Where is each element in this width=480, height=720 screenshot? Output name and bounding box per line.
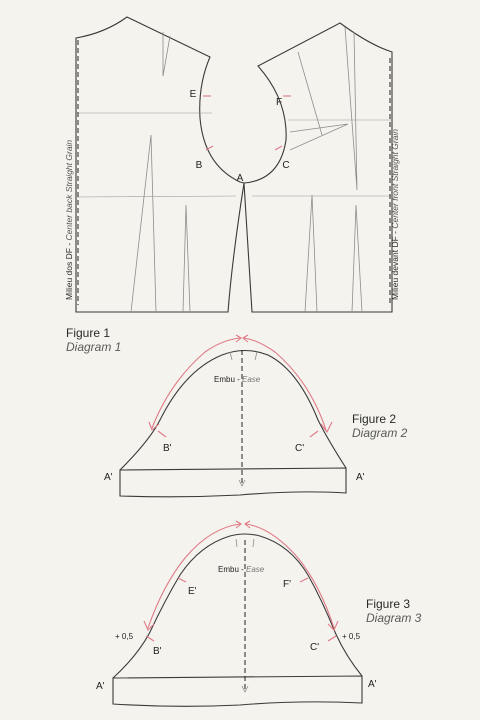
sleeve3-adjust-right: + 0,5: [342, 632, 361, 641]
point-b: B: [195, 160, 203, 171]
figure3-title: Figure 3: [366, 597, 411, 611]
sleeve2-cap: [120, 351, 346, 471]
point-f: F: [275, 97, 283, 108]
chest-guide-line: [76, 113, 392, 120]
sleeve3-band: [113, 676, 362, 706]
figure3-subtitle: Diagram 3: [366, 611, 422, 625]
sleeve3-ease-label: Embu - Ease: [218, 565, 265, 574]
figure1-title: Figure 1: [66, 326, 111, 340]
sleeve3-cap: [113, 534, 362, 678]
figure1-bodice: [64, 17, 400, 312]
sleeve2-band: [120, 468, 346, 497]
front-waist-dart-2: [352, 205, 362, 312]
sleeve2-point-c: C': [295, 443, 305, 454]
figure2-caption: [352, 412, 407, 440]
point-e: E: [189, 89, 197, 100]
sleeve2-mark-b: [158, 431, 166, 437]
back-shoulder-dart: [163, 32, 170, 76]
sleeve3-ease-arrow-left: [148, 524, 240, 628]
sleeve2-notch: [230, 352, 257, 360]
figure1-subtitle: Diagram 1: [66, 340, 122, 354]
back-bodice-outline: [76, 17, 244, 312]
front-bodice-outline: [244, 23, 392, 312]
sleeve2-arrowhead-right: [321, 422, 332, 432]
sleeve3-mark-f: [300, 578, 308, 582]
figure2-sleeve: [104, 335, 365, 497]
sleeve2-ease-label: Embu - Ease: [214, 375, 261, 384]
center-front-label: Milieu devant DF - Center front Straight Grain: [390, 128, 400, 300]
point-a: A: [236, 173, 244, 184]
front-bust-dart: [345, 27, 357, 190]
waist-guide-line: [76, 196, 392, 197]
figure2-subtitle: Diagram 2: [352, 426, 408, 440]
sleeve3-mark-c: [328, 636, 336, 641]
sleeve3-adjust-left: + 0,5: [115, 632, 134, 641]
figure3-caption: [366, 597, 421, 625]
front-waist-dart-1: [305, 195, 317, 312]
figure2-title: Figure 2: [352, 412, 397, 426]
sleeve3-point-e: E': [188, 586, 197, 597]
sleeve3-point-c: C': [310, 642, 320, 653]
sleeve2-point-b: B': [163, 443, 172, 454]
front-shoulder-line: [298, 52, 322, 135]
sleeve3-point-a-left: A': [96, 681, 105, 692]
sleeve3-ease-arrow-right: [246, 524, 334, 628]
armhole-mark-c: [275, 146, 282, 150]
point-c: C: [282, 160, 290, 171]
sleeve3-point-a-right: A': [368, 679, 377, 690]
sleeve3-point-b: B': [153, 646, 162, 657]
sleeve3-mark-e: [178, 578, 186, 582]
front-side-dart: [290, 124, 348, 150]
sleeve2-point-a-left: A': [104, 472, 113, 483]
back-waist-dart-2: [183, 205, 190, 312]
sleeve2-mark-c: [310, 431, 318, 437]
sleeve3-mark-b: [146, 636, 154, 641]
figure3-sleeve: [96, 521, 377, 706]
sleeve2-point-a-right: A': [356, 472, 365, 483]
center-back-label: Milieu dos DF - Center back Straight Grain: [64, 139, 74, 300]
sleeve3-point-f: F': [283, 579, 292, 590]
figure1-caption: [66, 326, 121, 354]
back-waist-dart-1: [131, 135, 156, 312]
